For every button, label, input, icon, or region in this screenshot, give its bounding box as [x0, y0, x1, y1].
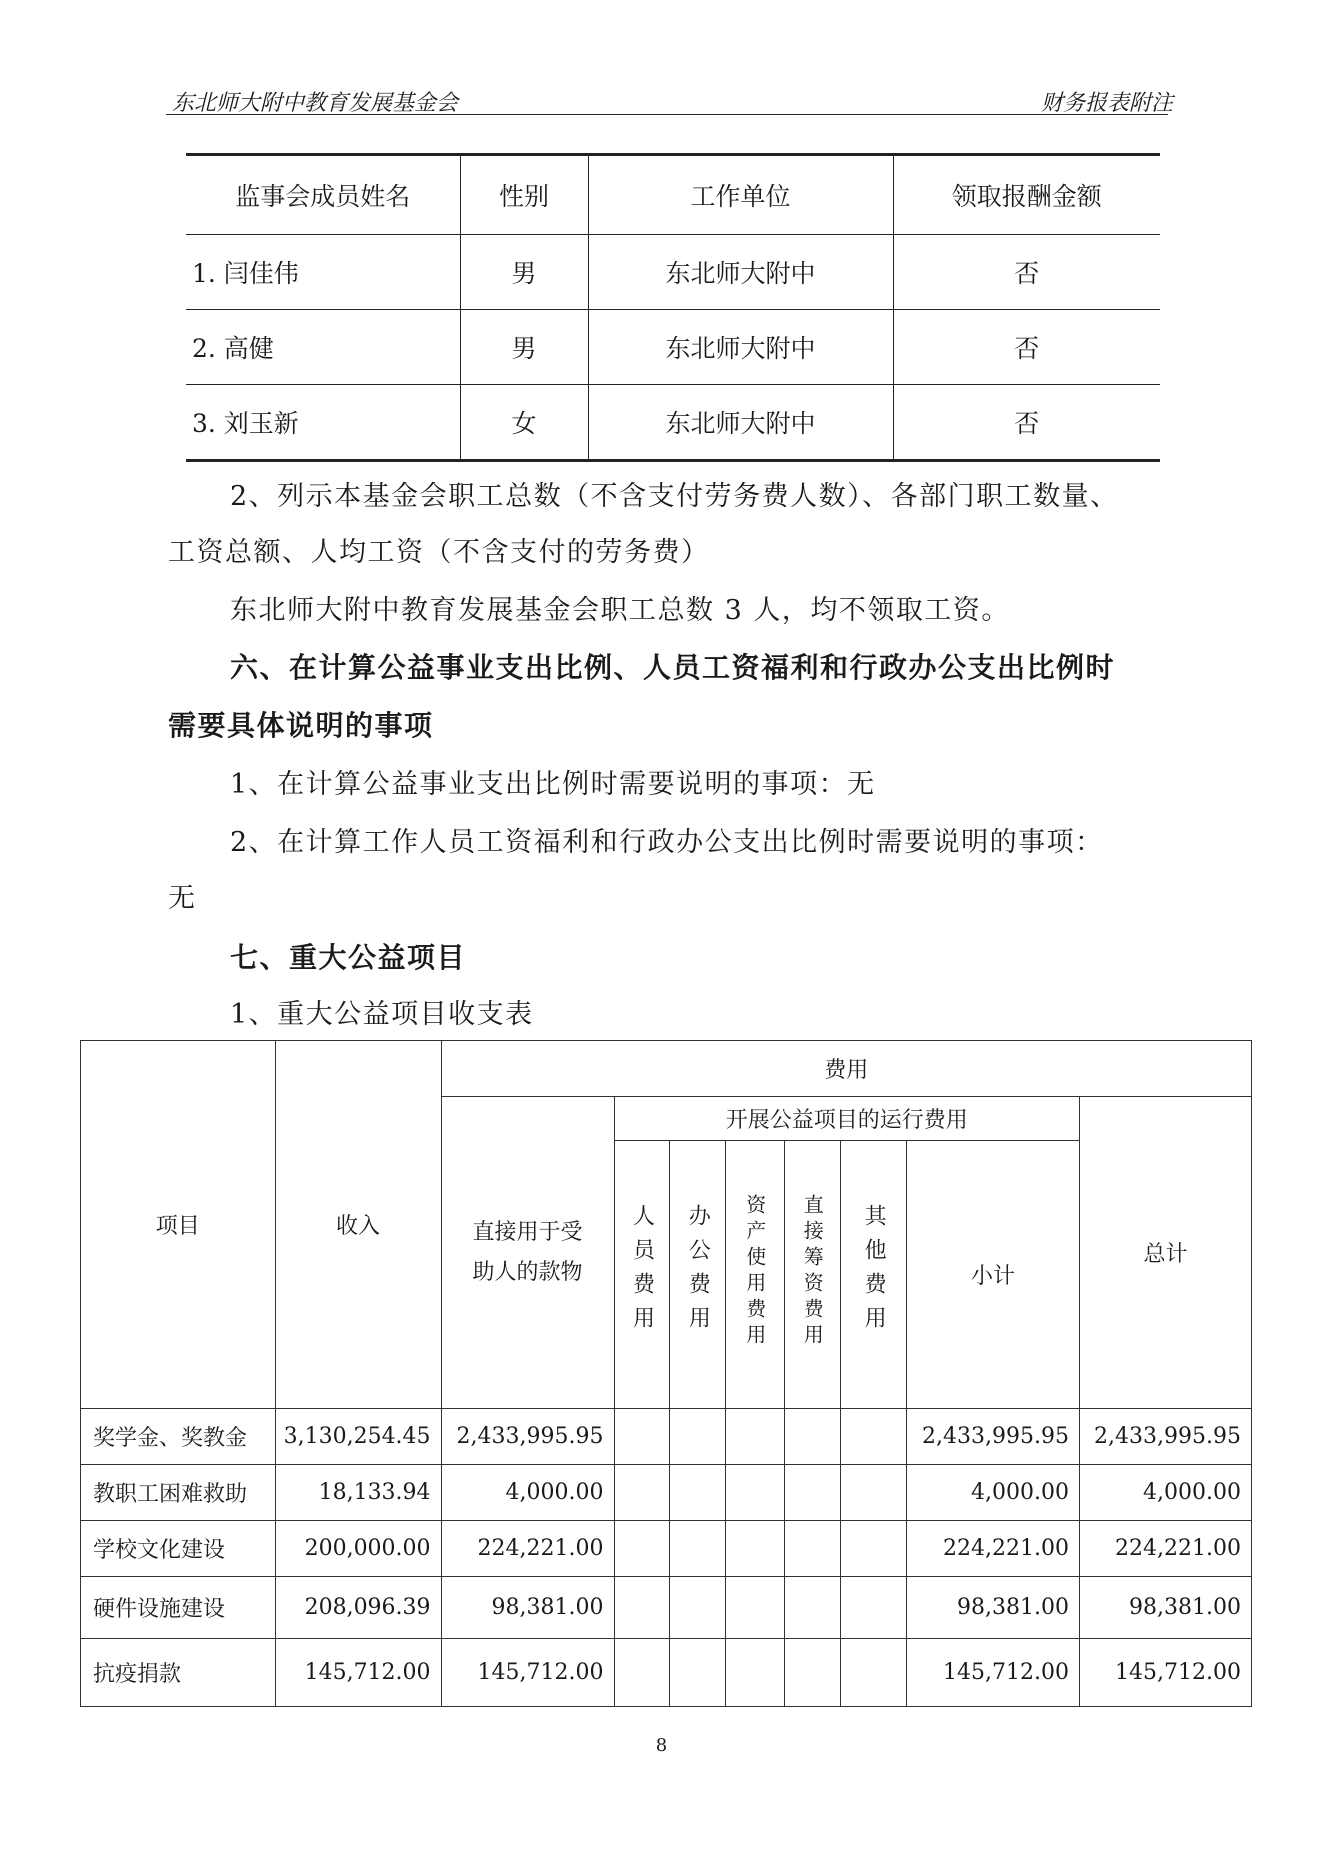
paragraph-staff-count: 东北师大附中教育发展基金会职工总数 3 人，均不领取工资。: [230, 595, 1010, 626]
project-direct: 2,433,995.95: [441, 1409, 614, 1465]
project-total: 4,000.00: [1080, 1465, 1252, 1521]
project-subtotal: 98,381.00: [907, 1577, 1080, 1639]
project-income: 145,712.00: [275, 1639, 441, 1707]
project-direct: 145,712.00: [441, 1639, 614, 1707]
supervisor-employer: 东北师大附中: [588, 235, 893, 310]
supervisors-header-row: [186, 155, 1160, 235]
project-income: 18,133.94: [275, 1465, 441, 1521]
section-heading-6-cont: 需要具体说明的事项: [168, 709, 434, 742]
project-direct: 224,221.00: [441, 1521, 614, 1577]
header-section: 财务报表附注: [1040, 91, 1173, 116]
col-subtotal-header: 小计: [907, 1141, 1080, 1409]
header-org: 东北师大附中教育发展基金会: [172, 91, 459, 116]
table-row: [81, 1409, 1252, 1465]
supervisor-pay: 否: [893, 310, 1160, 385]
project-subtotal: 2,433,995.95: [907, 1409, 1080, 1465]
project-item: 奖学金、奖教金: [81, 1409, 276, 1465]
projects-table: [80, 1040, 1252, 1707]
table-row: [186, 385, 1160, 461]
project-income: 200,000.00: [275, 1521, 441, 1577]
page-number: 8: [655, 1735, 668, 1756]
supervisor-employer: 东北师大附中: [588, 310, 893, 385]
supervisor-name: 2. 高健: [192, 334, 274, 363]
col-running-header: 开展公益项目的运行费用: [614, 1097, 1080, 1141]
col-direct-header: 直接用于受助人的款物: [441, 1097, 614, 1409]
col-employer-header: 工作单位: [588, 155, 893, 235]
project-subtotal: 224,221.00: [907, 1521, 1080, 1577]
supervisor-gender: 男: [460, 235, 588, 310]
project-direct: 98,381.00: [441, 1577, 614, 1639]
col-total-header: 总计: [1080, 1097, 1252, 1409]
project-item: 学校文化建设: [81, 1521, 276, 1577]
header-rule: [166, 114, 1168, 115]
table-row: [81, 1521, 1252, 1577]
section-heading-6: 六、在计算公益事业支出比例、人员工资福利和行政办公支出比例时: [230, 651, 1116, 684]
paragraph-ratio-2: 2、在计算工作人员工资福利和行政办公支出比例时需要说明的事项：: [230, 827, 1104, 858]
project-direct: 4,000.00: [441, 1465, 614, 1521]
project-subtotal: 145,712.00: [907, 1639, 1080, 1707]
col-asset-header: 资产使用费用: [726, 1141, 785, 1409]
table-caption: 1、重大公益项目收支表: [230, 999, 534, 1030]
paragraph-staff-item: 2、列示本基金会职工总数（不含支付劳务费人数）、各部门职工数量、: [230, 481, 1119, 512]
col-office-header: 办公费用: [670, 1141, 726, 1409]
col-other-header: 其他费用: [841, 1141, 907, 1409]
project-total: 145,712.00: [1080, 1639, 1252, 1707]
supervisor-name: 1. 闫佳伟: [192, 259, 299, 288]
table-row: [81, 1639, 1252, 1707]
project-item: 硬件设施建设: [81, 1577, 276, 1639]
table-row: [186, 235, 1160, 310]
section-heading-7: 七、重大公益项目: [230, 941, 467, 974]
project-total: 2,433,995.95: [1080, 1409, 1252, 1465]
supervisor-employer: 东北师大附中: [588, 385, 893, 461]
col-item-header: 项目: [81, 1041, 276, 1409]
project-total: 224,221.00: [1080, 1521, 1252, 1577]
supervisor-pay: 否: [893, 235, 1160, 310]
supervisor-pay: 否: [893, 385, 1160, 461]
supervisors-table: [186, 153, 1160, 462]
supervisor-gender: 男: [460, 310, 588, 385]
project-total: 98,381.00: [1080, 1577, 1252, 1639]
col-personnel-header: 人员费用: [614, 1141, 670, 1409]
project-item: 教职工困难救助: [81, 1465, 276, 1521]
table-row: [186, 310, 1160, 385]
col-gender-header: 性别: [460, 155, 588, 235]
col-income-header: 收入: [275, 1041, 441, 1409]
supervisor-gender: 女: [460, 385, 588, 461]
table-row: [81, 1465, 1252, 1521]
project-item: 抗疫捐款: [81, 1639, 276, 1707]
col-fundraising-header: 直接筹资费用: [785, 1141, 841, 1409]
project-income: 3,130,254.45: [275, 1409, 441, 1465]
col-name-header: 监事会成员姓名: [235, 182, 411, 211]
project-income: 208,096.39: [275, 1577, 441, 1639]
col-expense-header: 费用: [441, 1041, 1251, 1097]
col-pay-header: 领取报酬金额: [893, 155, 1160, 235]
table-row: [81, 1577, 1252, 1639]
paragraph-staff-item-cont: 工资总额、人均工资（不含支付的劳务费）: [168, 537, 710, 568]
supervisor-name: 3. 刘玉新: [192, 409, 299, 438]
paragraph-ratio-1: 1、在计算公益事业支出比例时需要说明的事项：无: [230, 769, 876, 800]
paragraph-ratio-2-cont: 无: [168, 883, 197, 914]
project-subtotal: 4,000.00: [907, 1465, 1080, 1521]
